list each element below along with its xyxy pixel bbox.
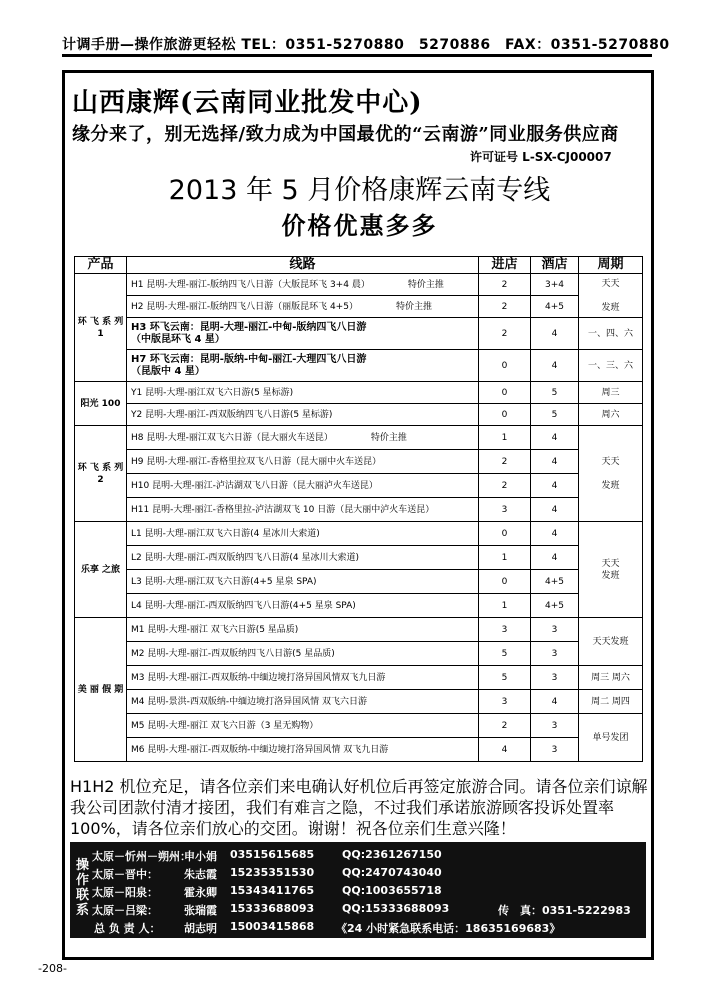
hotel-cell: 4: [531, 498, 579, 522]
route-cell: L3 昆明-大理-丽江双飞六日游(4+5 星泉 SPA): [127, 570, 479, 594]
hotel-cell: 3: [531, 618, 579, 642]
route-tag: 特价主推: [407, 279, 444, 290]
entry-cell: 1: [479, 546, 531, 570]
hotel-cell: 5: [531, 382, 579, 404]
entry-cell: 0: [479, 382, 531, 404]
hotel-cell: 4+5: [531, 570, 579, 594]
group-label: 阳光 100: [75, 382, 127, 426]
table-row: [75, 296, 643, 318]
hotel-cell: 5: [531, 404, 579, 426]
hotel-cell: 4: [531, 474, 579, 498]
entry-cell: 2: [479, 274, 531, 296]
header-entry: 进店: [479, 257, 531, 274]
entry-cell: 1: [479, 426, 531, 450]
route-cell: L2 昆明-大理-丽江-西双版纳四飞八日游(4 星冰川大索道): [127, 546, 479, 570]
table-row: [75, 318, 643, 350]
hotel-cell: 4: [531, 690, 579, 714]
table-header-row: [75, 257, 643, 274]
group-label: 环 飞 系 列 1: [75, 274, 127, 382]
route-cell: H8 昆明-大理-丽江双飞六日游（昆大丽火车送昆） 特价主推: [127, 426, 479, 450]
company-name: 山西康辉(云南同业批发中心): [72, 88, 423, 118]
route-cell: L4 昆明-大理-丽江-西双版纳四飞八日游(4+5 星泉 SPA): [127, 594, 479, 618]
period-cell: 天天 发班: [579, 522, 643, 618]
period-cell: 周六: [579, 404, 643, 426]
hotel-cell: 4: [531, 522, 579, 546]
license-number: 许可证号 L-SX-CJ00007: [470, 150, 612, 164]
table-row: [75, 714, 643, 738]
page-number: -208-: [38, 962, 67, 975]
table-row: [75, 570, 643, 594]
header-period: 周期: [579, 257, 643, 274]
period-cell: 天天 发班: [579, 426, 643, 522]
route-cell: H7 环飞云南：昆明-版纳-中甸-丽江-大理四飞八日游 （昆版中 4 星）: [127, 350, 479, 382]
hotel-cell: 4+5: [531, 594, 579, 618]
entry-cell: 5: [479, 666, 531, 690]
entry-cell: 0: [479, 350, 531, 382]
entry-cell: 2: [479, 474, 531, 498]
table-row: [75, 382, 643, 404]
table-row: [75, 274, 643, 296]
header-hotel: 酒店: [531, 257, 579, 274]
route-cell: M3 昆明-大理-丽江-西双版纳-中缅边境打洛异国风情双飞九日游: [127, 666, 479, 690]
hotel-cell: 3: [531, 714, 579, 738]
entry-cell: 0: [479, 522, 531, 546]
route-cell: H2 昆明-大理-丽江-版纳四飞八日游（丽版昆环飞 4+5） 特价主推: [127, 296, 479, 318]
route-tag: 特价主推: [395, 301, 432, 312]
period-cell: 天天发班: [579, 618, 643, 666]
route-cell: H3 环飞云南：昆明-大理-丽江-中甸-版纳四飞八日游 （中版昆环飞 4 星）: [127, 318, 479, 350]
header-product: 产品: [75, 257, 127, 274]
hotel-cell: 3: [531, 666, 579, 690]
entry-cell: 0: [479, 404, 531, 426]
hotel-cell: 4: [531, 318, 579, 350]
hotel-cell: 4: [531, 350, 579, 382]
group-label: 乐享 之旅: [75, 522, 127, 618]
period-cell: 周二 周四: [579, 690, 643, 714]
price-table: [74, 256, 643, 762]
table-row: [75, 426, 643, 450]
route-cell: M5 昆明-大理-丽江 双飞六日游（3 星无购物）: [127, 714, 479, 738]
period-cell: 单号发团: [579, 714, 643, 762]
route-cell: H1 昆明-大理-丽江-版纳四飞八日游（大版昆环飞 3+4 晨） 特价主推: [127, 274, 479, 296]
table-row: [75, 522, 643, 546]
hotel-cell: 4: [531, 426, 579, 450]
route-cell: Y1 昆明-大理-丽江双飞六日游(5 星标游): [127, 382, 479, 404]
route-cell: L1 昆明-大理-丽江双飞六日游(4 星冰川大索道): [127, 522, 479, 546]
entry-cell: 1: [479, 594, 531, 618]
table-row: [75, 618, 643, 642]
table-row: [75, 666, 643, 690]
table-row: [75, 404, 643, 426]
company-slogan: 缘分来了，别无选择/致力成为中国最优的“云南游”同业服务供应商: [72, 124, 619, 145]
entry-cell: 5: [479, 642, 531, 666]
route-cell: Y2 昆明-大理-丽江-西双版纳四飞八日游(5 星标游): [127, 404, 479, 426]
table-row: [75, 350, 643, 382]
entry-cell: 3: [479, 618, 531, 642]
table-row: [75, 642, 643, 666]
table-row: [75, 546, 643, 570]
period-cell: 周三 周六: [579, 666, 643, 690]
period-cell: 一、三、六: [579, 350, 643, 382]
period-cell: 周三: [579, 382, 643, 404]
table-row: [75, 594, 643, 618]
entry-cell: 4: [479, 738, 531, 762]
contact-label: 操作联系: [76, 858, 90, 918]
route-cell: M6 昆明-大理-丽江-西双版纳-中缅边境打洛异国风情 双飞九日游: [127, 738, 479, 762]
period-cell: 天天 发班: [579, 274, 643, 318]
entry-cell: 2: [479, 714, 531, 738]
hotel-cell: 3+4: [531, 274, 579, 296]
page-subtitle: 价格优惠多多: [281, 212, 438, 240]
route-cell: H9 昆明-大理-丽江-香格里拉双飞八日游（昆大丽中火车送昆）: [127, 450, 479, 474]
hotel-cell: 3: [531, 738, 579, 762]
header-route: 线路: [127, 257, 479, 274]
route-cell: H10 昆明-大理-丽江-泸沽湖双飞八日游（昆大丽泸火车送昆）: [127, 474, 479, 498]
table-row: [75, 690, 643, 714]
period-cell: 一、四、六: [579, 318, 643, 350]
page-title: 2013 年 5 月价格康辉云南专线: [168, 175, 551, 206]
table-row: [75, 474, 643, 498]
entry-cell: 2: [479, 318, 531, 350]
table-row: [75, 498, 643, 522]
hotel-cell: 4+5: [531, 296, 579, 318]
route-cell: H11 昆明-大理-丽江-香格里拉-泸沽湖双飞 10 日游（昆大丽中泸火车送昆）: [127, 498, 479, 522]
page-header: 计调手册—操作旅游更轻松 TEL：0351-5270880 5270886 FAX：0351-5270880: [62, 34, 652, 57]
hotel-cell: 4: [531, 450, 579, 474]
hotel-cell: 4: [531, 546, 579, 570]
route-cell: M1 昆明-大理-丽江 双飞六日游(5 星品质): [127, 618, 479, 642]
entry-cell: 2: [479, 450, 531, 474]
group-label: 美 丽 假 期: [75, 618, 127, 762]
entry-cell: 3: [479, 498, 531, 522]
booking-note: H1H2 机位充足，请各位亲们来电确认好机位后再签定旅游合同。请各位亲们谅解我公司团款付清才接团，我们有难言之隐，不过我们承诺旅游顾客投诉处置率 100%，请各位亲们放心的交团。谢谢！祝各位亲们生意兴隆！: [70, 777, 648, 838]
entry-cell: 0: [479, 570, 531, 594]
entry-cell: 2: [479, 296, 531, 318]
hotel-cell: 3: [531, 642, 579, 666]
entry-cell: 3: [479, 690, 531, 714]
table-row: [75, 738, 643, 762]
route-cell: M2 昆明-大理-丽江-西双版纳四飞八日游(5 星品质): [127, 642, 479, 666]
contact-panel: 操作联系 太原－忻州－朔州： 申小娟 03515615685 QQ:2361267150 太原－晋中： 朱志霞 15235351530 QQ:2470743040 太原－阳泉： 霍永卿 15343411765 QQ:1003655718 太原－吕梁： 张瑞霞 15333688093 QQ:15333688093 传 真：0351-5222983 总 负 责 人： 胡志明 15003415868 《24 小时紧急联系电话：18635169683》: [70, 842, 646, 938]
route-tag: 特价主推: [370, 432, 407, 443]
route-cell: M4 昆明-景洪-西双版纳-中缅边境打洛异国风情 双飞六日游: [127, 690, 479, 714]
table-row: [75, 450, 643, 474]
group-label: 环 飞 系 列 2: [75, 426, 127, 522]
